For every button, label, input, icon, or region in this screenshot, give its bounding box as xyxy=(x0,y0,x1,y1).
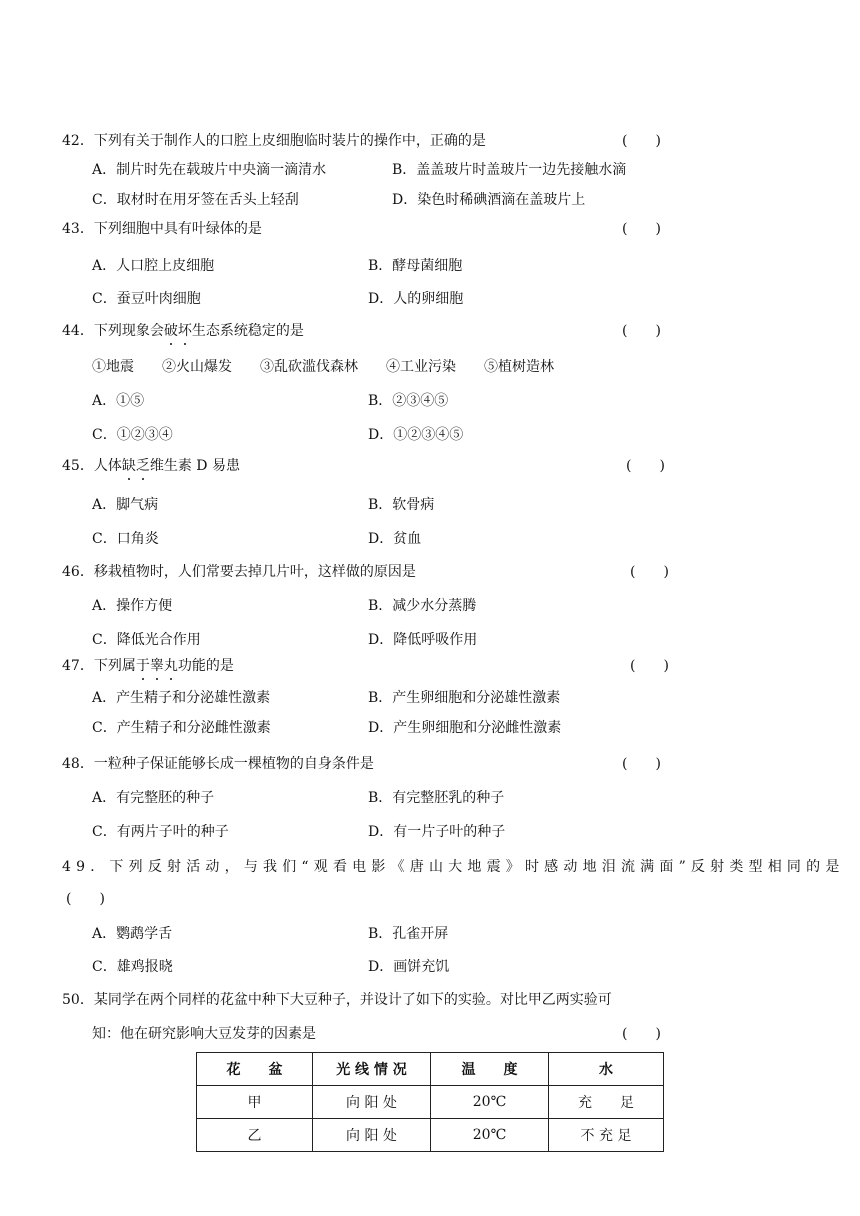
q47-stem xyxy=(62,656,234,676)
q44-emph-char: 破 xyxy=(163,323,178,339)
q46-option-d: D．降低呼吸作用 xyxy=(368,632,478,648)
q49-option-c: C．雄鸡报晓 xyxy=(92,959,173,975)
q46-option-b: B．减少水分蒸腾 xyxy=(368,598,477,614)
q45-option-c: C．口角炎 xyxy=(92,531,159,547)
q45-option-b: B．软骨病 xyxy=(368,497,435,513)
q50-experiment-table xyxy=(196,1052,664,1152)
q50-answer-paren: ( ) xyxy=(622,1026,661,1042)
q47-option-d: D．产生卵细胞和分泌雌性激素 xyxy=(368,720,562,736)
table-header-cell: 水 xyxy=(549,1053,664,1086)
q42-option-c: C．取材时在用牙签在舌头上轻刮 xyxy=(92,192,299,208)
q44-emph-char: 坏 xyxy=(177,323,192,339)
q48-option-b: B．有完整胚乳的种子 xyxy=(368,790,505,806)
q44-answer-paren: ( ) xyxy=(622,323,661,339)
q47-option-a: A．产生精子和分泌雄性激素 xyxy=(92,690,271,706)
q49-stem: 49．下列反射活动，与我们“观看电影《唐山大地震》时感动地泪流满面”反射类型相同的是 xyxy=(62,859,845,875)
q42-option-d: D．染色时稀碘酒滴在盖玻片上 xyxy=(392,192,586,208)
q48-option-c: C．有两片子叶的种子 xyxy=(92,824,229,840)
q48-answer-paren: ( ) xyxy=(622,756,661,772)
table-header-cell: 花 盆 xyxy=(197,1053,313,1086)
q45-option-d: D．贫血 xyxy=(368,531,422,547)
q47-emph-char: 丸 xyxy=(163,658,178,674)
q43-option-a: A．人口腔上皮细胞 xyxy=(92,258,215,274)
q44-stem xyxy=(62,321,304,341)
q47-emph-char: 于 xyxy=(135,658,150,674)
q43-option-c: C．蚕豆叶肉细胞 xyxy=(92,291,201,307)
q44-option-b: B．②③④⑤ xyxy=(368,393,449,409)
q49-option-d: D．画饼充饥 xyxy=(368,959,450,975)
q42-option-b: B．盖盖玻片时盖玻片一边先接触水滴 xyxy=(392,162,627,178)
table-cell: 向 阳 处 xyxy=(313,1119,431,1152)
q46-option-c: C．降低光合作用 xyxy=(92,632,201,648)
q46-option-a: A．操作方便 xyxy=(92,598,173,614)
table-header-row xyxy=(197,1053,664,1086)
q46-stem: 46．移栽植物时，人们常要去掉几片叶，这样做的原因是 xyxy=(62,564,416,580)
q47-emph-char: 睾 xyxy=(149,658,164,674)
q43-option-d: D．人的卵细胞 xyxy=(368,291,464,307)
table-header-cell: 温 度 xyxy=(431,1053,549,1086)
table-cell: 甲 xyxy=(197,1086,313,1119)
q47-answer-paren: ( ) xyxy=(630,658,669,674)
q48-option-d: D．有一片子叶的种子 xyxy=(368,824,506,840)
table-cell: 20℃ xyxy=(431,1086,549,1119)
q47-option-b: B．产生卵细胞和分泌雄性激素 xyxy=(368,690,561,706)
table-cell: 充 足 xyxy=(549,1086,664,1119)
q45-answer-paren: ( ) xyxy=(626,458,665,474)
table-row xyxy=(197,1086,664,1119)
table-cell: 乙 xyxy=(197,1119,313,1152)
q48-stem: 48．一粒种子保证能够长成一棵植物的自身条件是 xyxy=(62,756,374,772)
table-cell: 向 阳 处 xyxy=(313,1086,431,1119)
q43-answer-paren: ( ) xyxy=(622,221,661,237)
q44-items: ①地震 ②火山爆发 ③乱砍滥伐森林 ④工业污染 ⑤植树造林 xyxy=(92,359,554,375)
q48-option-a: A．有完整胚的种子 xyxy=(92,790,215,806)
q44-stem-post: 生态系统稳定的是 xyxy=(191,323,304,339)
q42-stem: 42．下列有关于制作人的口腔上皮细胞临时装片的操作中，正确的是 xyxy=(62,133,486,149)
q44-option-a: A．①⑤ xyxy=(92,393,145,409)
q47-stem-pre: 47．下列属 xyxy=(62,658,136,674)
q47-stem-post: 功能的是 xyxy=(177,658,234,674)
q45-stem xyxy=(62,456,240,476)
q44-option-d: D．①②③④⑤ xyxy=(368,427,464,443)
q42-answer-paren: ( ) xyxy=(622,133,661,149)
q44-option-c: C．①②③④ xyxy=(92,427,173,443)
q50-stem-line1: 50．某同学在两个同样的花盆中种下大豆种子，并设计了如下的实验。对比甲乙两实验可 xyxy=(62,992,612,1008)
q49-option-a: A．鹦鹉学舌 xyxy=(92,926,173,942)
q45-emph-char: 缺 xyxy=(121,458,136,474)
q47-option-c: C．产生精子和分泌雌性激素 xyxy=(92,720,271,736)
q43-stem: 43．下列细胞中具有叶绿体的是 xyxy=(62,221,262,237)
table-cell: 不 充 足 xyxy=(549,1119,664,1152)
q45-option-a: A．脚气病 xyxy=(92,497,159,513)
q44-stem-pre: 44．下列现象会 xyxy=(62,323,164,339)
table-row xyxy=(197,1119,664,1152)
q45-stem-pre: 45．人体 xyxy=(62,458,122,474)
q46-answer-paren: ( ) xyxy=(630,564,669,580)
q50-stem-line2: 知：他在研究影响大豆发芽的因素是 xyxy=(92,1026,316,1042)
q45-stem-post: 维生素 D 易患 xyxy=(149,458,240,474)
q42-option-a: A．制片时先在载玻片中央滴一滴清水 xyxy=(92,162,327,178)
q43-option-b: B．酵母菌细胞 xyxy=(368,258,463,274)
q49-option-b: B．孔雀开屏 xyxy=(368,926,449,942)
table-header-cell: 光 线 情 况 xyxy=(313,1053,431,1086)
q49-answer-paren: ( ) xyxy=(66,891,105,907)
table-cell: 20℃ xyxy=(431,1119,549,1152)
q45-emph-char: 乏 xyxy=(135,458,150,474)
